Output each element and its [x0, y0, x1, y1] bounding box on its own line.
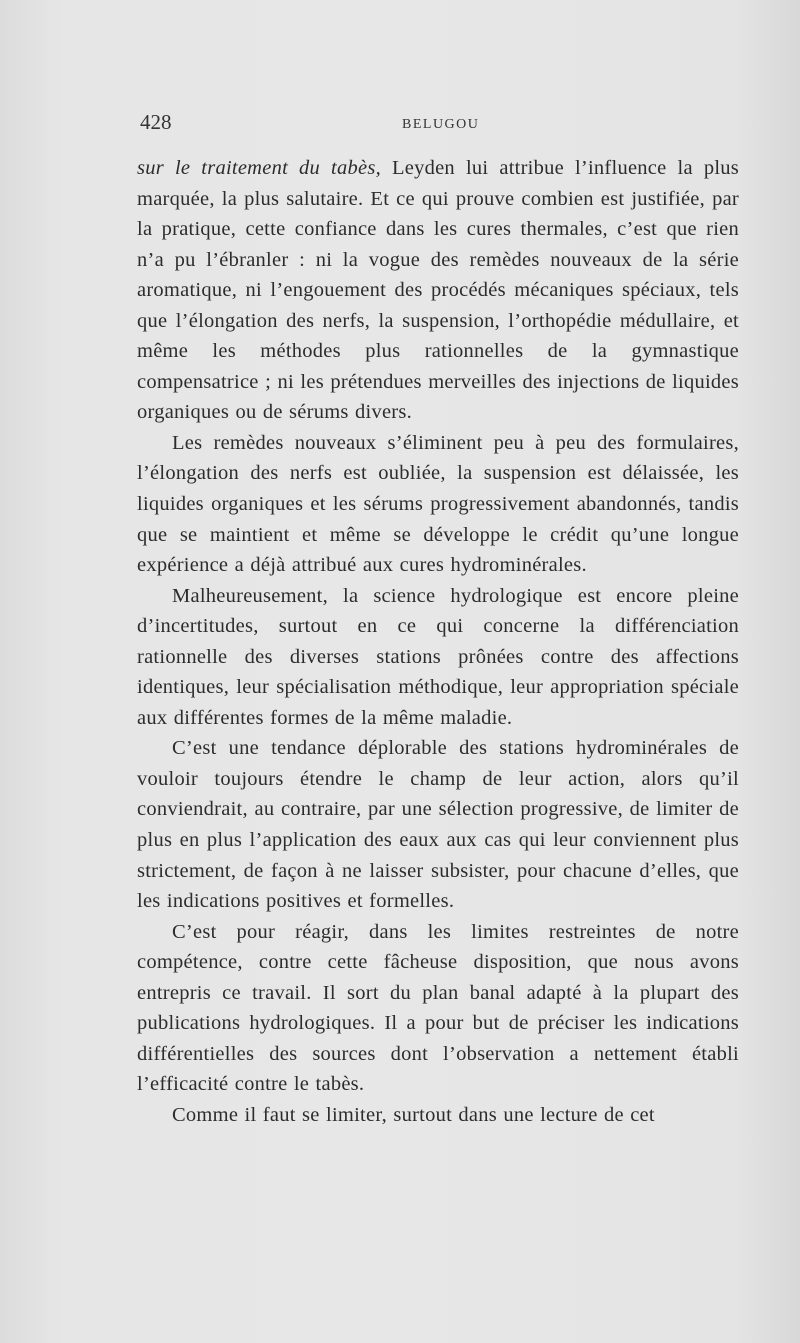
- page-number: 428: [140, 110, 172, 134]
- paragraph-3: Malheureusement, la science hydrologique est encore pleine d’incertitudes, surtout en ce qui concerne la différenciation rationnelle des diverses stations prônées contre des affections identiques, leur spécialisation méthodique, leur appropriation spéciale aux différentes formes de la même maladie.: [137, 584, 739, 729]
- paragraph-5: C’est pour réagir, dans les limites restreintes de notre compétence, contre cette fâcheuse disposition, que nous avons entrepris ce travail. Il sort du plan banal adapté à la plupart des publications hydrologiques. Il a pour but de préciser les indications différentielles des sources dont l’observation a nettement établi l’efficacité contre le tabès.: [137, 920, 739, 1096]
- page-header: [140, 110, 740, 140]
- italic-title-fragment: sur le traitement du tabès,: [137, 157, 381, 179]
- paragraph-2: Les remèdes nouveaux s’éliminent peu à peu des formulaires, l’élongation des nerfs est oubliée, la suspension est délaissée, les liquides organiques et les sérums progressivement abandonnés, tandis que se maintient et même se développe le crédit qu’une longue expérience a déjà attribué aux cures hydrominérales.: [137, 431, 739, 577]
- paragraph-6: Comme il faut se limiter, surtout dans une lecture de cet: [172, 1103, 655, 1126]
- paragraph-4: C’est une tendance déplorable des stations hydrominérales de vouloir toujours étendre le champ de leur action, alors qu’il conviendrait, au contraire, par une sélection progressive, de limiter de plus en plus l’application des eaux aux cas qui leur conviennent plus strictement, de façon à ne laisser subsister, pour chacune d’elles, que les indications positives et formelles.: [137, 737, 739, 913]
- running-head: BELUGOU: [402, 117, 480, 132]
- paragraph-1-text: Leyden lui attribue l’influence la plus marquée, la plus salutaire. Et ce qui prouve combien est justifiée, par la pratique, cette confiance dans les cures thermales, c’est que rien n’a pu l’ébranler : ni la vogue des remèdes nouveaux de la série aromatique, ni l’engouement des procédés mécaniques spéciaux, tels que l’élongation des nerfs, la suspension, l’orthopédie médullaire, et même les méthodes plus rationnelles de la gymnastique compensatrice ; ni les prétendues merveilles des injections de liquides organiques ou de sérums divers.: [137, 157, 739, 424]
- body-text: [137, 153, 739, 1131]
- paragraph-1: [137, 153, 739, 428]
